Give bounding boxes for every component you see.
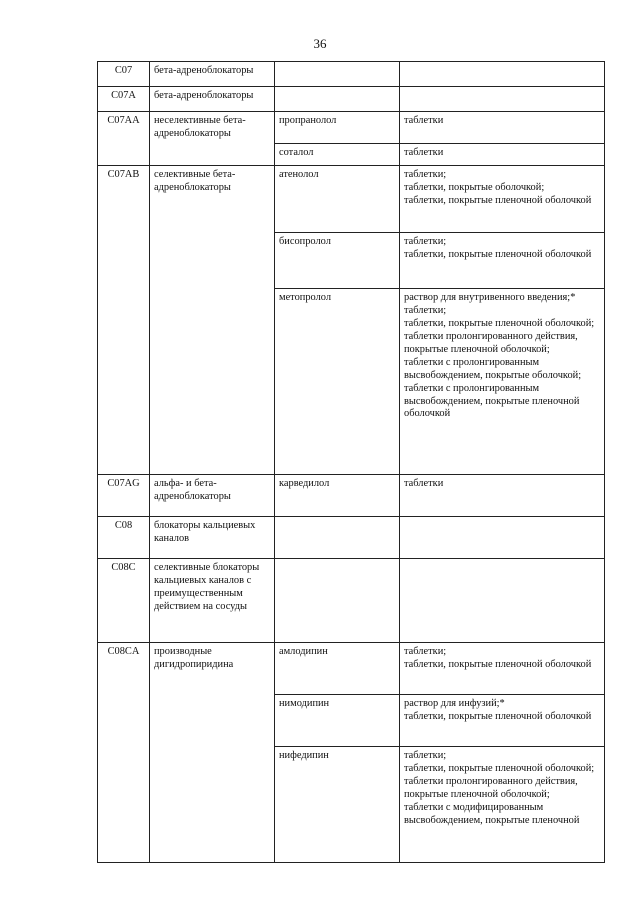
dosage-forms xyxy=(400,559,605,643)
dosage-form: таблетки, покрытые пленочной оболочкой; xyxy=(404,763,595,775)
atc-group: селективные бета-адреноблокаторы xyxy=(150,166,275,233)
table-row xyxy=(98,87,605,112)
dosage-form: таблетки пролонгированного действия, покрытые пленочной оболочкой; xyxy=(404,331,578,355)
drug-name xyxy=(275,62,400,87)
atc-group xyxy=(150,695,275,747)
atc-group: альфа- и бета-адреноблокаторы xyxy=(150,475,275,517)
atc-group xyxy=(150,289,275,475)
dosage-form: таблетки, покрытые пленочной оболочкой xyxy=(404,711,592,723)
dosage-form: таблетки xyxy=(404,147,444,159)
dosage-form: таблетки xyxy=(404,115,444,126)
dosage-form: таблетки с модифицированным высвобождением, покрытые пленочной xyxy=(404,801,580,826)
dosage-form: таблетки; xyxy=(404,646,447,658)
drug-name: соталол xyxy=(275,144,400,166)
dosage-forms xyxy=(400,289,605,475)
dosage-form: раствор для внутривенного введения;* xyxy=(404,292,576,304)
table-row xyxy=(98,517,605,559)
atc-code: C07AA xyxy=(98,112,150,144)
atc-group-text: неселективные бета-адреноблокаторы xyxy=(154,115,246,139)
dosage-forms xyxy=(400,144,605,166)
atc-code xyxy=(98,289,150,475)
dosage-form: таблетки, покрытые пленочной оболочкой xyxy=(404,249,592,261)
atc-code: C07 xyxy=(98,62,150,87)
dosage-form: таблетки, покрытые оболочкой; xyxy=(404,182,545,194)
dosage-forms xyxy=(400,62,605,87)
table-row xyxy=(98,112,605,144)
table-row xyxy=(98,475,605,517)
atc-group: производные дигидропиридина xyxy=(150,643,275,695)
dosage-form: таблетки, покрытые пленочной оболочкой xyxy=(404,659,592,671)
dosage-form: таблетки с пролонгированным высвобождением, покрытые пленочной оболочкой xyxy=(404,382,580,420)
atc-group: бета-адреноблокаторы xyxy=(150,62,275,87)
drug-name: карведилол xyxy=(275,475,400,517)
atc-group xyxy=(150,144,275,166)
atc-code: C07AG xyxy=(98,475,150,517)
dosage-forms xyxy=(400,517,605,559)
atc-group: селективные блокаторы кальциевых каналов с преимущественным действием на сосуды xyxy=(150,559,275,643)
table-row xyxy=(98,643,605,695)
table-row xyxy=(98,559,605,643)
dosage-forms xyxy=(400,233,605,289)
dosage-form: таблетки; xyxy=(404,305,447,317)
atc-group: блокаторы кальциевых каналов xyxy=(150,517,275,559)
table-row xyxy=(98,695,605,747)
atc-code xyxy=(98,695,150,747)
atc-group xyxy=(150,747,275,863)
atc-group xyxy=(150,233,275,289)
table-row xyxy=(98,233,605,289)
dosage-form: таблетки, покрытые пленочной оболочкой; xyxy=(404,318,595,330)
atc-code xyxy=(98,233,150,289)
dosage-forms xyxy=(400,166,605,233)
drug-name: нимодипин xyxy=(275,695,400,747)
table-row xyxy=(98,166,605,233)
drug-name: амлодипин xyxy=(275,643,400,695)
page-number: 36 xyxy=(313,36,327,51)
atc-group: бета-адреноблокаторы xyxy=(150,87,275,112)
dosage-forms xyxy=(400,87,605,112)
atc-code: C08CA xyxy=(98,643,150,695)
drug-name: бисопролол xyxy=(275,233,400,289)
drug-name: нифедипин xyxy=(275,747,400,863)
dosage-forms xyxy=(400,643,605,695)
table-row xyxy=(98,289,605,475)
dosage-form: таблетки xyxy=(404,478,444,490)
dosage-form: таблетки; xyxy=(404,750,447,762)
drug-name: атенолол xyxy=(275,166,400,233)
atc-code: C08C xyxy=(98,559,150,643)
dosage-form: таблетки, покрытые пленочной оболочкой xyxy=(404,195,592,207)
drug-name xyxy=(275,559,400,643)
atc-code: C07AB xyxy=(98,166,150,233)
dosage-form: таблетки пролонгированного действия, покрытые пленочной оболочкой; xyxy=(404,776,578,801)
table-row xyxy=(98,747,605,863)
drug-name: метопролол xyxy=(275,289,400,475)
dosage-form: таблетки; xyxy=(404,236,447,248)
atc-code xyxy=(98,144,150,166)
drug-name xyxy=(275,87,400,112)
atc-group xyxy=(150,112,275,144)
drug-name: пропранолол xyxy=(275,112,400,144)
atc-code xyxy=(98,747,150,863)
table-row xyxy=(98,144,605,166)
dosage-form: раствор для инфузий;* xyxy=(404,698,505,710)
drug-name xyxy=(275,517,400,559)
dosage-form: таблетки; xyxy=(404,169,447,181)
atc-code: C07A xyxy=(98,87,150,112)
atc-code: C08 xyxy=(98,517,150,559)
dosage-forms xyxy=(400,475,605,517)
dosage-forms xyxy=(400,747,605,863)
table-row xyxy=(98,62,605,87)
dosage-forms xyxy=(400,112,605,144)
dosage-forms xyxy=(400,695,605,747)
dosage-form: таблетки с пролонгированным высвобождением, покрытые оболочкой; xyxy=(404,356,582,381)
drug-table xyxy=(97,61,605,863)
